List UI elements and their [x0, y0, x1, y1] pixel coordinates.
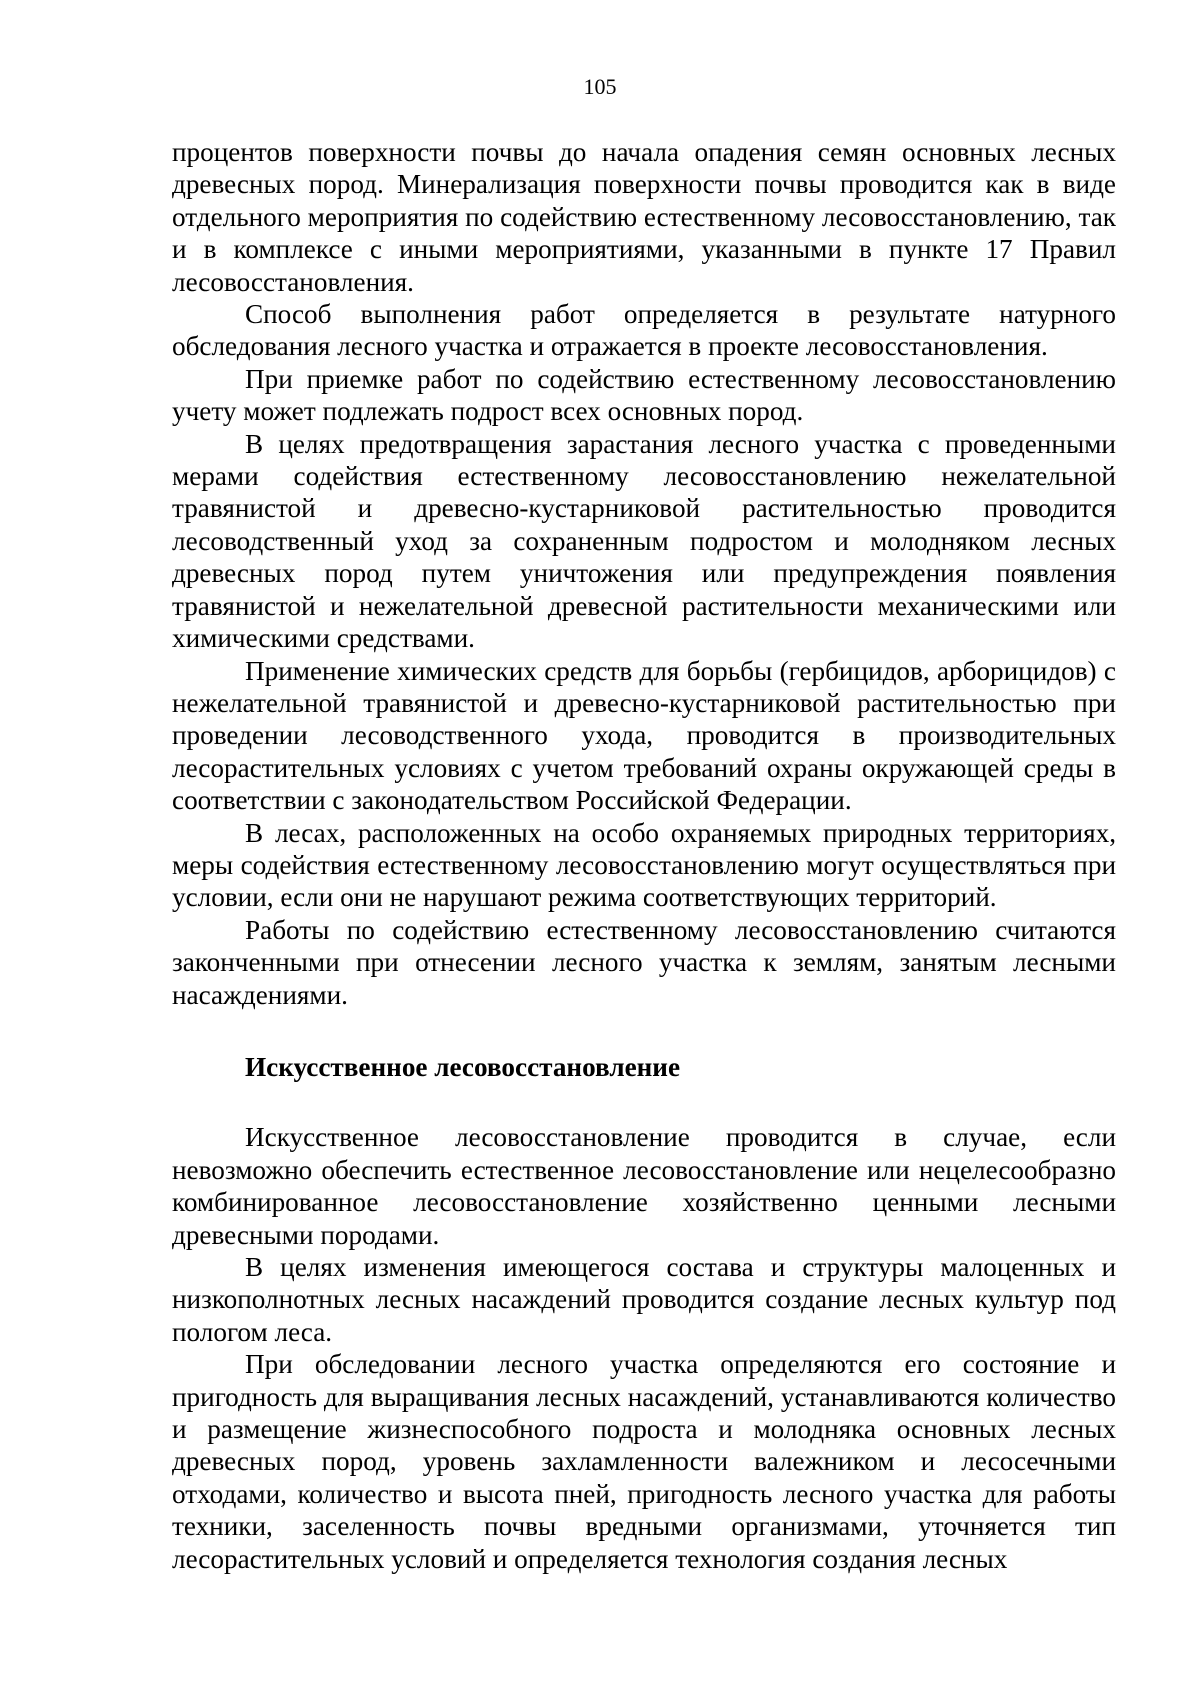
paragraph: Применение химических средств для борьбы (гербицидов, арборицидов) с нежелательной травянистой и древесно-кустарниковой растительностью при проведении лесоводственного ухода, проводится в производительных лесорастительных условиях с учетом требований охраны окружающей среды в соответствии с законодательством Российской Федерации. [172, 655, 1116, 816]
paragraph: процентов поверхности почвы до начала опадения семян основных лесных древесных пород. Минерализация поверхности почвы проводится как в виде отдельного мероприятия по содействию естественному лесовосстановлению, так и в комплексе с иными мероприятиями, указанными в пункте 17 Правил лесовосстановления. [172, 137, 1116, 297]
paragraph: В целях изменения имеющегося состава и структуры малоценных и низкополнотных лесных насаждений проводится создание лесных культур под пологом леса. [172, 1252, 1116, 1347]
paragraph: При обследовании лесного участка определяются его состояние и пригодность для выращивания лесных насаждений, устанавливаются количество и размещение жизнеспособного подроста и молодняка основных лесных древесных пород, уровень захламленности валежником и лесосечными отходами, количество и высота пней, пригодность лесного участка для работы техники, заселенность почвы вредными организмами, уточняется тип лесорастительных условий и определяется технология создания лесных [172, 1349, 1116, 1574]
section-heading: Искусственное лесовосстановление [245, 1051, 681, 1082]
paragraph: Работы по содействию естественному лесовосстановлению считаются законченными при отнесении лесного участка к землям, занятым лесными насаждениями. [172, 914, 1116, 1010]
page-number: 105 [583, 74, 617, 99]
paragraph: Искусственное лесовосстановление проводится в случае, если невозможно обеспечить естественное лесовосстановление или нецелесообразно комбинированное лесовосстановление хозяйственно ценными лесными древесными породами. [172, 1122, 1116, 1250]
paragraph: При приемке работ по содействию естественному лесовосстановлению учету может подлежать подрост всех основных пород. [172, 363, 1116, 427]
document-body [172, 136, 1116, 1575]
paragraph: В лесах, расположенных на особо охраняемых природных территориях, меры содействия естественному лесовосстановлению могут осуществляться при условии, если они не нарушают режима соответствующих территорий. [172, 817, 1116, 913]
paragraph: В целях предотвращения зарастания лесного участка с проведенными мерами содействия естественному лесовосстановлению нежелательной травянистой и древесно-кустарниковой растительностью проводится лесоводственный уход за сохраненным подростом и молодняком лесных древесных пород путем уничтожения или предупреждения появления травянистой и нежелательной древесной растительности механическими или химическими средствами. [172, 428, 1116, 654]
paragraph: Способ выполнения работ определяется в результате натурного обследования лесного участка и отражается в проекте лесовосстановления. [172, 299, 1116, 362]
